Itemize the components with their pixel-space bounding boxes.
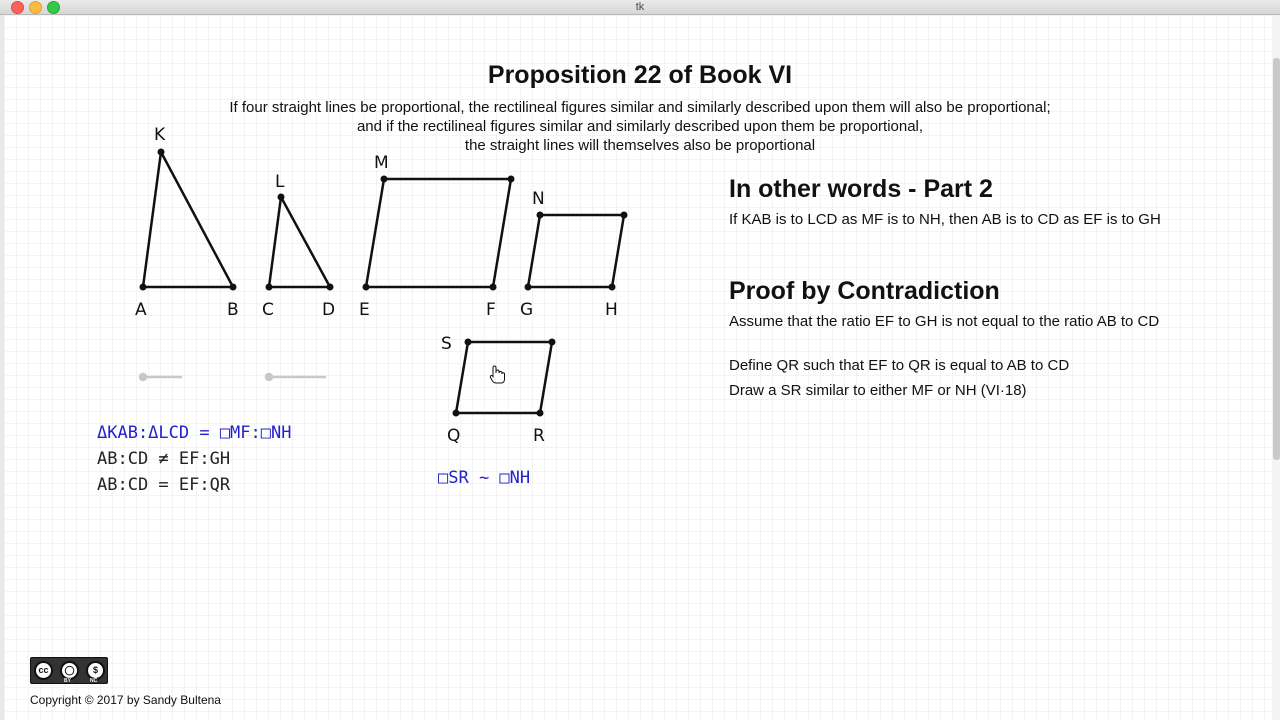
section-heading-proof: Proof by Contradiction [729, 277, 1000, 305]
vertex-label-E: E [359, 300, 370, 320]
nc-icon: $ [86, 661, 105, 680]
nc-label: NC [90, 678, 98, 684]
equation-define-qr: AB:CD = EF:QR [97, 475, 231, 495]
vertex-label-R: R [533, 426, 545, 446]
vertex-label-K: K [154, 125, 166, 145]
hand-cursor-icon [490, 366, 504, 383]
proof-step: Draw a SR similar to either MF or NH (VI·18) [729, 382, 1027, 399]
vertex-label-H: H [605, 300, 618, 320]
section-heading-other-words: In other words - Part 2 [729, 175, 993, 203]
vertex-label-A: A [135, 300, 147, 320]
vertex-label-G: G [520, 300, 534, 320]
copyright-notice: Copyright © 2017 by Sandy Bultena [30, 693, 221, 707]
vertex-label-S: S [441, 334, 452, 354]
triangle-KAB [143, 152, 233, 287]
statement-line: and if the rectilineal figures similar and similarly described upon them be proportional, [356, 118, 924, 135]
vertex-label-F: F [486, 300, 496, 320]
statement-line: If four straight lines be proportional, the rectilineal figures similar and similarly described upon them will also be proportional; [229, 99, 1051, 116]
vertex-label-N: N [532, 189, 545, 209]
vertex-label-C: C [262, 300, 274, 320]
vertex-label-L: L [275, 172, 285, 192]
vertex-label-M: M [374, 153, 389, 173]
parallelogram-MF [366, 179, 511, 287]
equation-similar-figures: □SR ~ □NH [438, 468, 531, 488]
window-title: tk [635, 1, 645, 13]
by-icon: ◯ [60, 661, 79, 680]
vertex-label-B: B [227, 300, 239, 320]
proof-step: Define QR such that EF to QR is equal to AB to CD [729, 357, 1070, 374]
cc-icon: cc [34, 661, 53, 680]
equation-not-equal: AB:CD ≠ EF:GH [97, 449, 231, 469]
vertex-label-Q: Q [447, 426, 461, 446]
statement-line: the straight lines will themselves also be proportional [464, 137, 816, 154]
by-label: BY [64, 678, 71, 684]
equation-ratio-figures: ΔKAB:ΔLCD = □MF:□NH [97, 423, 292, 443]
triangle-LCD [269, 197, 330, 287]
parallelogram-NH [528, 215, 624, 287]
proof-step: Assume that the ratio EF to GH is not equal to the ratio AB to CD [729, 313, 1160, 330]
page-title: Proposition 22 of Book VI [487, 61, 793, 89]
creative-commons-badge [30, 657, 108, 684]
vertex-label-D: D [322, 300, 336, 320]
section-text-other-words: If KAB is to LCD as MF is to NH, then AB is to CD as EF is to GH [729, 211, 1161, 228]
